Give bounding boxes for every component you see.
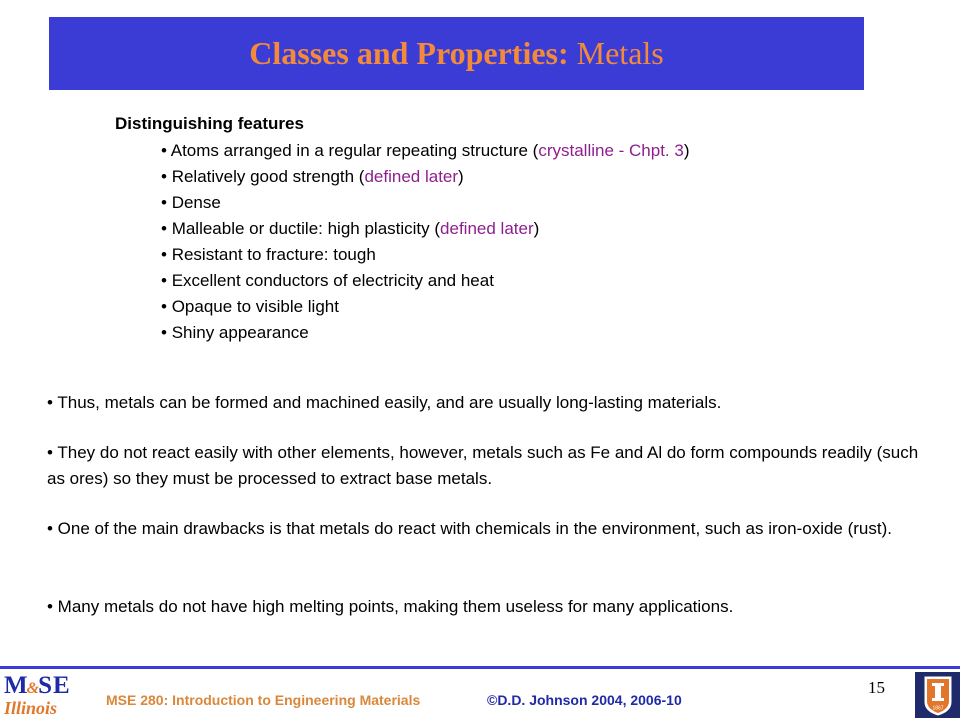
feature-item: • Shiny appearance xyxy=(161,323,309,342)
paragraph-react-elements: • They do not react easily with other elements, however, metals such as Fe and Al do form compounds readily (such as ores) so they must be processed to extract base metals. xyxy=(47,443,919,488)
feature-item: • Atoms arranged in a regular repeating structure (crystalline - Chpt. 3) xyxy=(161,141,690,160)
features-heading: Distinguishing features xyxy=(115,114,304,133)
features-list xyxy=(115,138,690,346)
feature-item: • Relatively good strength (defined later) xyxy=(161,167,464,186)
paragraph-formed-machined: • Thus, metals can be formed and machined easily, and are usually long-lasting materials. xyxy=(47,393,722,412)
feature-item: • Dense xyxy=(161,193,221,212)
footer-divider xyxy=(0,666,960,669)
illinois-seal-icon xyxy=(915,672,960,718)
mse-logo: M&SE xyxy=(4,672,71,699)
paragraph-melting-points: • Many metals do not have high melting points, making them useless for many applications. xyxy=(47,597,734,616)
feature-item: • Excellent conductors of electricity and heat xyxy=(161,271,494,290)
title-main: Classes and Properties: xyxy=(249,35,569,71)
paragraph-drawbacks: • One of the main drawbacks is that metals do react with chemicals in the environment, such as iron-oxide (rust). xyxy=(47,519,892,538)
feature-item: • Malleable or ductile: high plasticity (defined later) xyxy=(161,219,540,238)
slide-title xyxy=(249,35,663,72)
title-bar xyxy=(49,17,864,90)
feature-item: • Opaque to visible light xyxy=(161,297,339,316)
feature-item: • Resistant to fracture: tough xyxy=(161,245,376,264)
title-sub: Metals xyxy=(576,35,664,71)
features-section xyxy=(115,114,690,346)
illinois-logo: Illinois xyxy=(4,698,58,718)
course-title: MSE 280: Introduction to Engineering Materials xyxy=(106,692,421,708)
page-number: 15 xyxy=(868,678,885,697)
copyright: ©D.D. Johnson 2004, 2006-10 xyxy=(487,692,682,708)
seal-year: 1867 xyxy=(932,705,944,712)
